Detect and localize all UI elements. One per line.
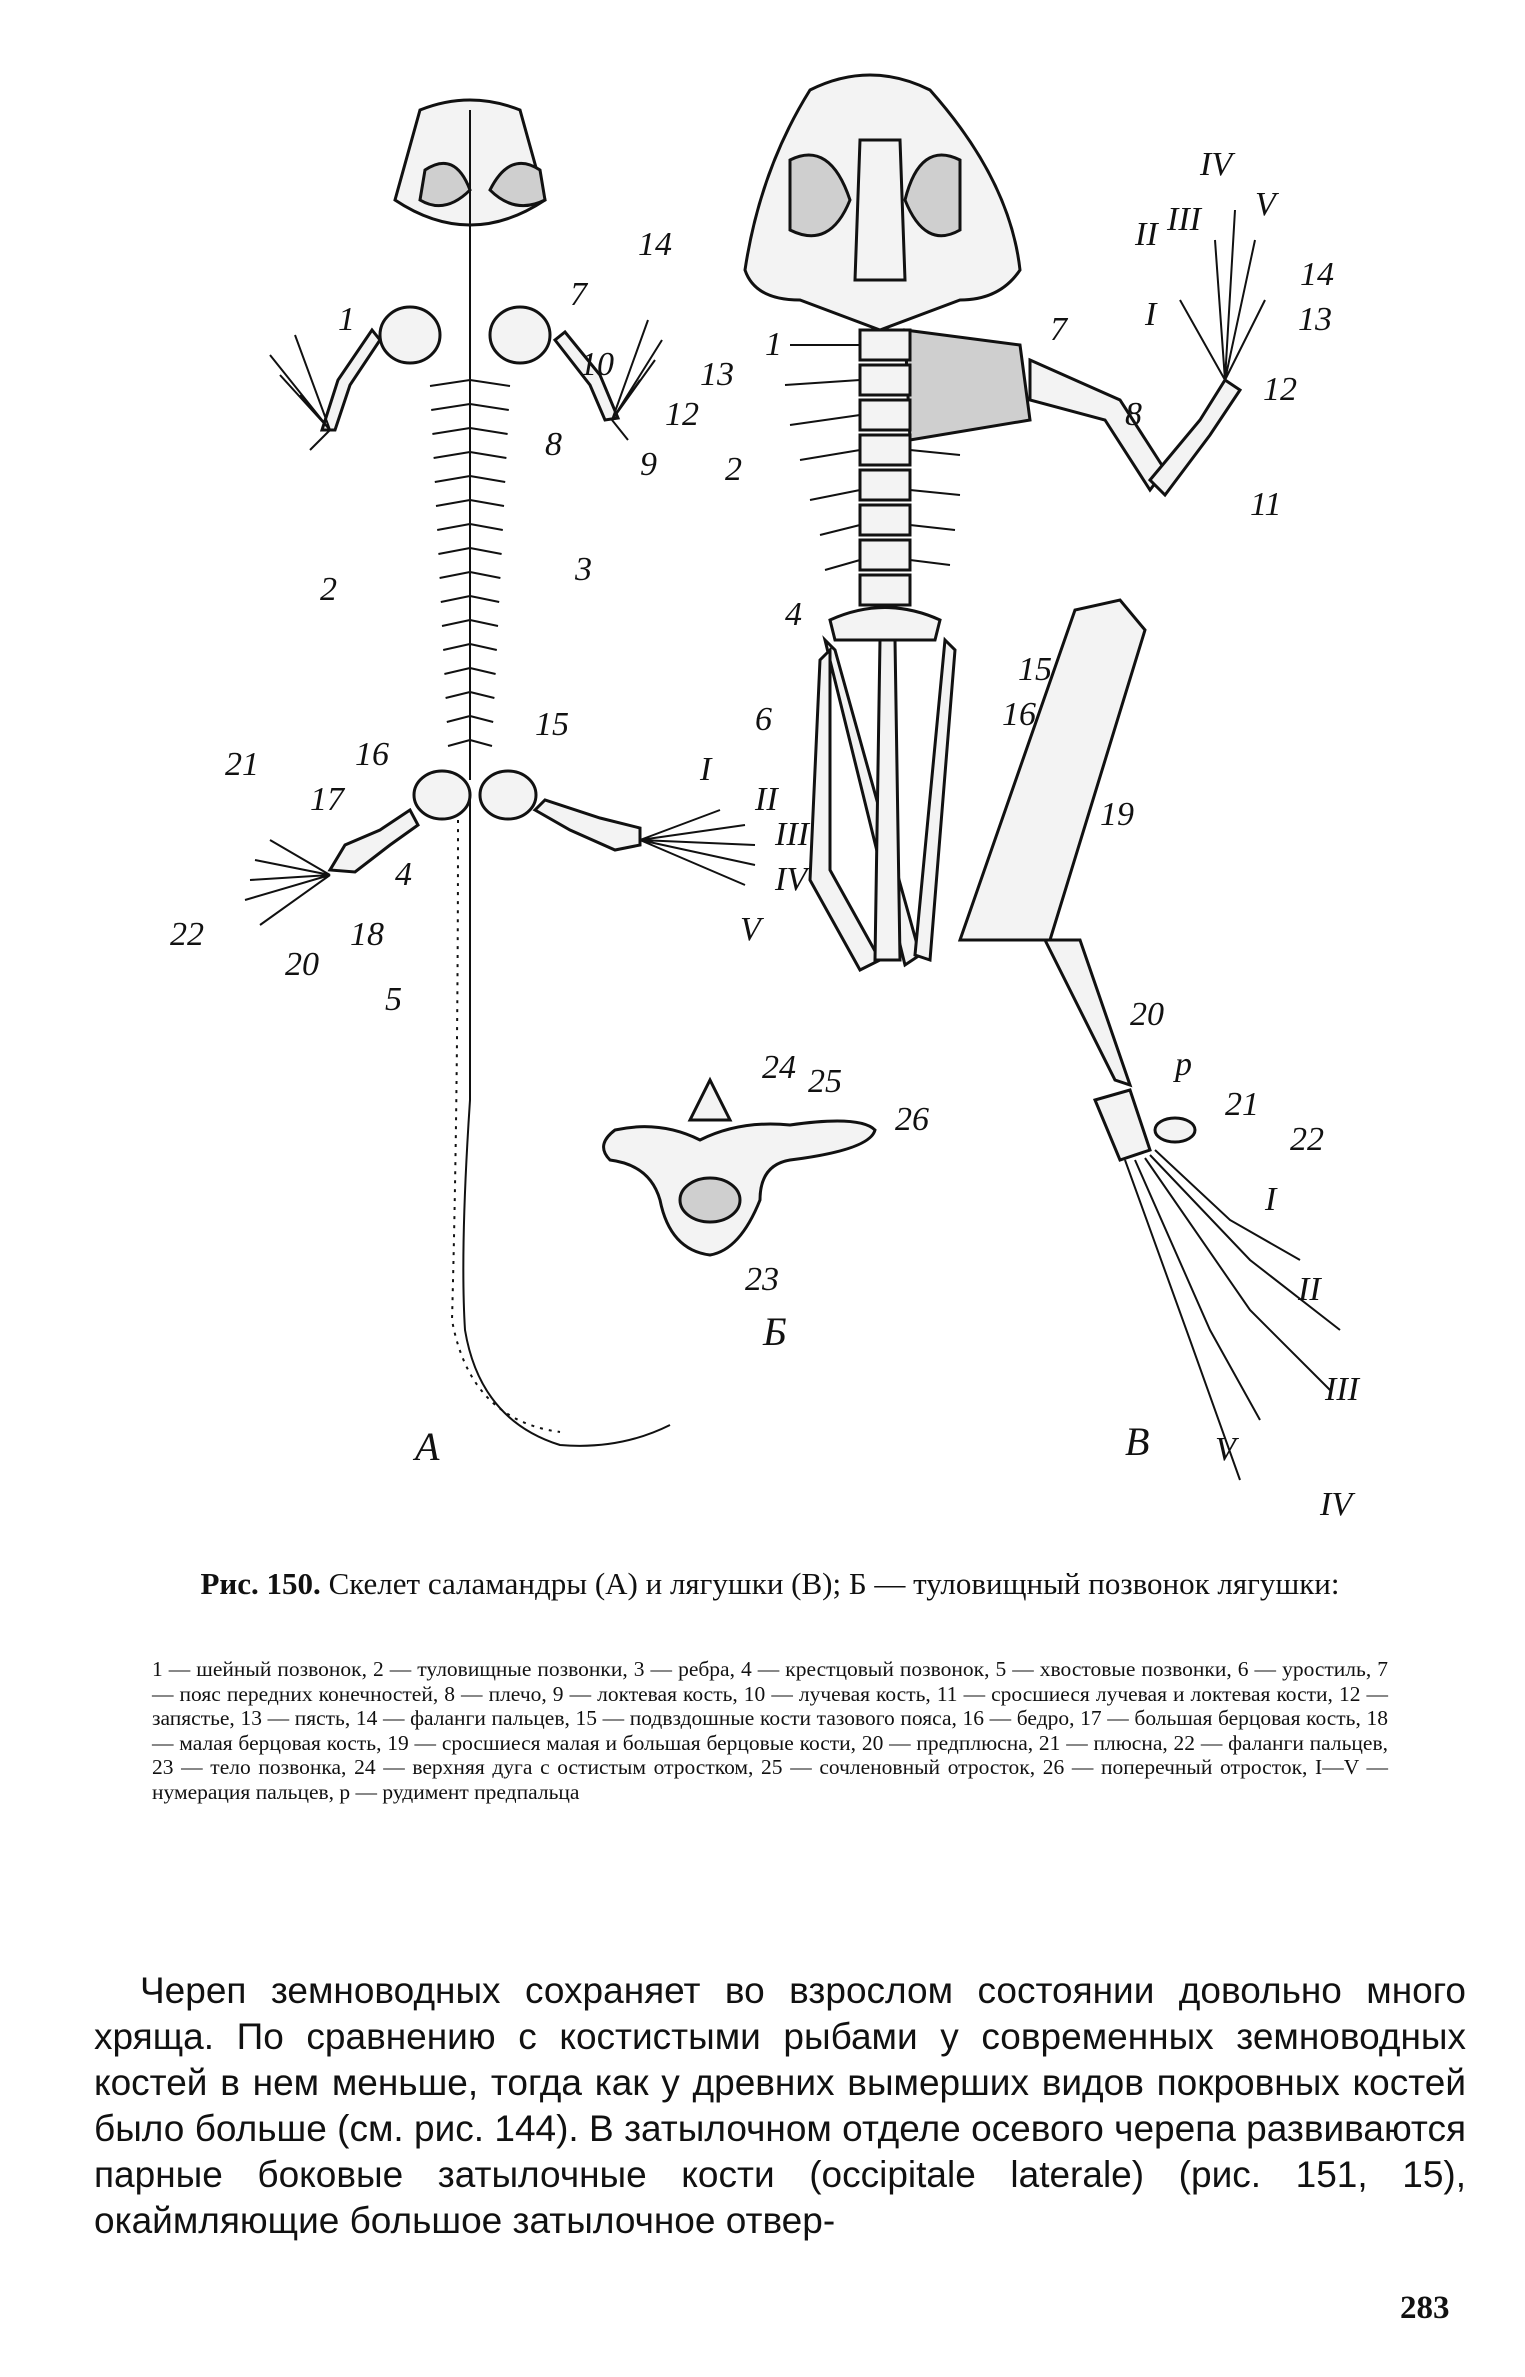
svg-text:II: II xyxy=(755,781,778,818)
svg-text:2: 2 xyxy=(320,571,337,608)
svg-text:16: 16 xyxy=(355,736,389,773)
figure-caption xyxy=(150,1565,1390,1602)
rib xyxy=(446,692,470,698)
svg-text:I: I xyxy=(1145,296,1157,333)
svg-text:21: 21 xyxy=(1225,1086,1259,1123)
svg-text:I: I xyxy=(1265,1181,1277,1218)
body-paragraph: Череп земноводных сохраняет во взрослом состоянии довольно много хряща. По сравнению с костистыми рыбами у современных земноводных костей в нем меньше, тогда как у древних вымерших видов покровных костей было больше (см. рис. 144). В затылочном отделе осевого черепа развиваются парные боковые затылочные кости (occipitale laterale) (рис. 151, 15), окаймляющие большое затылочное отвер- xyxy=(94,1970,1466,2241)
vertebra-diagram xyxy=(604,1049,929,1354)
svg-text:22: 22 xyxy=(170,916,204,953)
svg-text:21: 21 xyxy=(225,746,259,783)
rib xyxy=(442,620,470,626)
rib xyxy=(437,524,470,530)
svg-text:12: 12 xyxy=(1263,371,1297,408)
svg-text:7: 7 xyxy=(1050,311,1067,348)
figure-number: Рис. 150. xyxy=(200,1566,321,1601)
svg-text:IV: IV xyxy=(1200,146,1233,183)
figure-title: Скелет саламандры (А) и лягушки (В); Б — туловищный позвонок лягушки: xyxy=(328,1566,1340,1601)
svg-text:18: 18 xyxy=(350,916,384,953)
rib xyxy=(434,452,470,458)
svg-text:19: 19 xyxy=(1100,796,1134,833)
svg-text:16: 16 xyxy=(1002,696,1036,733)
svg-text:10: 10 xyxy=(580,346,614,383)
svg-text:7: 7 xyxy=(570,276,587,313)
rib xyxy=(431,404,470,410)
svg-text:р: р xyxy=(1175,1046,1192,1083)
svg-text:II: II xyxy=(1298,1271,1321,1308)
svg-text:12: 12 xyxy=(665,396,699,433)
rib xyxy=(435,476,470,482)
rib xyxy=(470,740,492,746)
rib xyxy=(470,668,496,674)
rib xyxy=(470,644,497,650)
rib xyxy=(470,692,494,698)
rib xyxy=(438,548,470,554)
svg-text:III: III xyxy=(775,816,809,853)
panel-label-b: Б xyxy=(763,1309,787,1354)
svg-text:24: 24 xyxy=(762,1049,796,1086)
rib xyxy=(470,428,508,434)
page-number: 283 xyxy=(1400,2290,1450,2326)
rib xyxy=(470,620,498,626)
figure-legend: 1 — шейный позвонок, 2 — туловищные позвонки, 3 — ребра, 4 — крестцовый позвонок, 5 — хвостовые позвонки, 6 — уростиль, 7 — пояс передних конечностей, 8 — плечо, 9 — локтевая кость, 10 — лучевая кость, 11 — сросшиеся лучевая и локтевая кости, 12 — запястье, 13 — пясть, 14 — фаланги пальцев, 15 — подвздошные кости тазового пояса, 16 — бедро, 17 — большая берцовая кость, 18 — малая берцовая кость, 19 — сросшиеся малая и большая берцовые кости, 20 — предплюсна, 21 — плюсна, 22 — фаланги пальцев, 23 — тело позвонка, 24 — верхняя дуга с остистым отростком, 25 — сочленовный отросток, 26 — поперечный отросток, I—V — нумерация пальцев, р — рудимент предпальца xyxy=(152,1657,1388,1804)
rib xyxy=(470,716,493,722)
svg-text:23: 23 xyxy=(745,1261,779,1298)
rib xyxy=(444,668,470,674)
svg-text:V: V xyxy=(1255,186,1276,223)
rib xyxy=(470,500,504,506)
svg-text:I: I xyxy=(700,751,712,788)
salamander-skeleton xyxy=(170,100,811,1469)
svg-text:II: II xyxy=(1135,216,1158,253)
svg-text:III: III xyxy=(1325,1371,1359,1408)
rib xyxy=(470,548,502,554)
rib xyxy=(436,500,470,506)
rib xyxy=(470,452,506,458)
rib xyxy=(470,524,503,530)
svg-text:14: 14 xyxy=(1300,256,1334,293)
svg-text:1: 1 xyxy=(765,326,782,363)
svg-text:14: 14 xyxy=(638,226,672,263)
rib xyxy=(470,596,499,602)
frog-skeleton xyxy=(725,75,1361,1523)
rib xyxy=(470,572,500,578)
rib xyxy=(441,596,470,602)
svg-text:V: V xyxy=(740,911,761,948)
rib xyxy=(470,476,505,482)
svg-text:8: 8 xyxy=(1125,396,1142,433)
svg-text:26: 26 xyxy=(895,1101,929,1138)
svg-text:9: 9 xyxy=(640,446,657,483)
svg-text:8: 8 xyxy=(545,426,562,463)
svg-text:V: V xyxy=(1215,1431,1236,1468)
svg-text:IV: IV xyxy=(775,861,808,898)
svg-text:III: III xyxy=(1167,201,1201,238)
svg-text:2: 2 xyxy=(725,451,742,488)
svg-text:25: 25 xyxy=(808,1063,842,1100)
svg-text:15: 15 xyxy=(535,706,569,743)
svg-text:20: 20 xyxy=(285,946,319,983)
svg-text:20: 20 xyxy=(1130,996,1164,1033)
svg-text:5: 5 xyxy=(385,981,402,1018)
svg-text:11: 11 xyxy=(1250,486,1282,523)
svg-text:17: 17 xyxy=(310,781,344,818)
rib xyxy=(470,404,509,410)
svg-text:3: 3 xyxy=(575,551,592,588)
svg-text:6: 6 xyxy=(755,701,772,738)
rib xyxy=(430,380,470,386)
panel-label-a: А xyxy=(415,1424,440,1469)
svg-text:1: 1 xyxy=(338,301,355,338)
rib xyxy=(432,428,470,434)
svg-text:22: 22 xyxy=(1290,1121,1324,1158)
svg-text:13: 13 xyxy=(1298,301,1332,338)
rib xyxy=(470,380,510,386)
panel-label-v: В xyxy=(1125,1419,1150,1464)
rib xyxy=(448,740,470,746)
svg-text:IV: IV xyxy=(1320,1486,1353,1523)
rib xyxy=(440,572,470,578)
rib xyxy=(447,716,470,722)
svg-text:4: 4 xyxy=(395,856,412,893)
svg-text:15: 15 xyxy=(1018,651,1052,688)
rib xyxy=(443,644,470,650)
svg-text:4: 4 xyxy=(785,596,802,633)
svg-text:13: 13 xyxy=(700,356,734,393)
